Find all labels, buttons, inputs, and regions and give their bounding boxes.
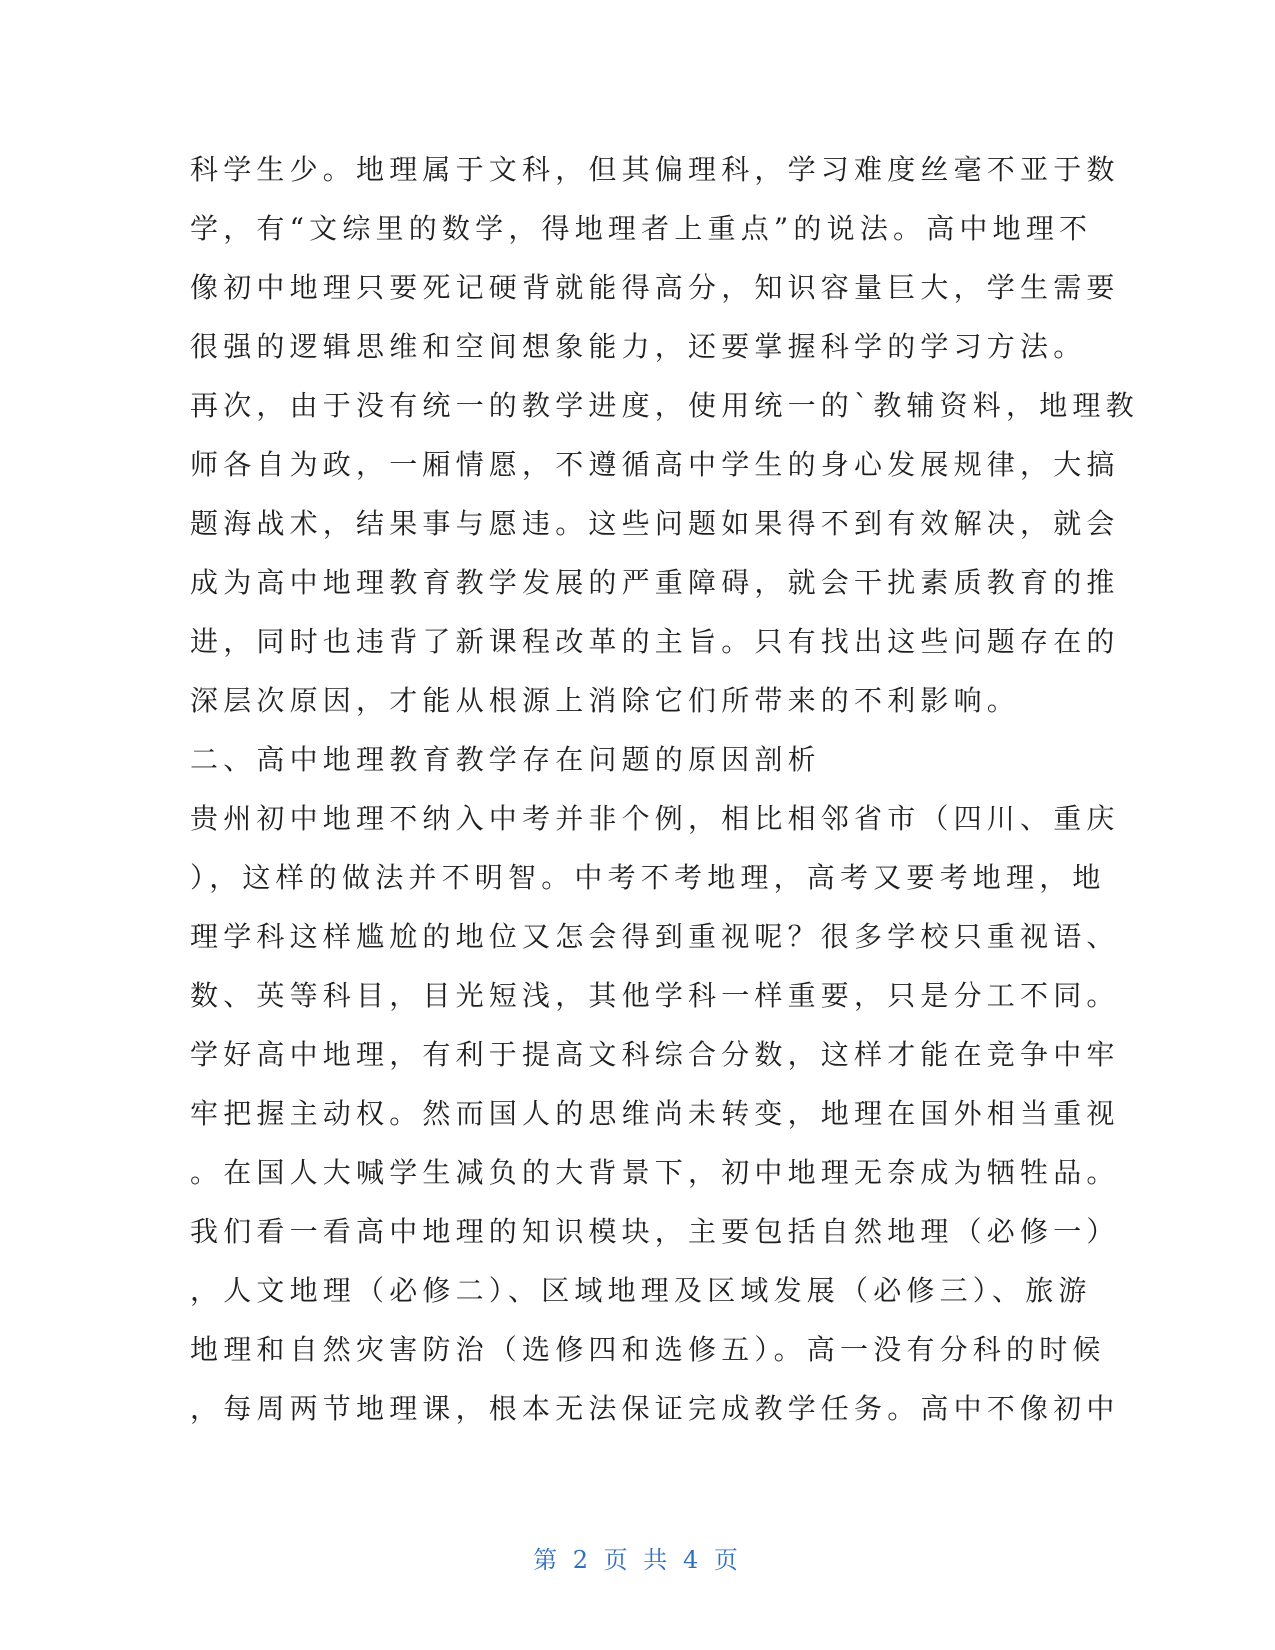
text-line: ，每周两节地理课，根本无法保证完成教学任务。高中不像初中 — [190, 1392, 1120, 1425]
text-line: 很强的逻辑思维和空间想象能力，还要掌握科学的学习方法。 — [190, 330, 1087, 363]
text-line: 学，有“文综里的数学，得地理者上重点”的说法。高中地理不 — [190, 212, 1093, 245]
text-line: 成为高中地理教育教学发展的严重障碍，就会干扰素质教育的推 — [190, 566, 1120, 599]
text-line: 进，同时也违背了新课程改革的主旨。只有找出这些问题存在的 — [190, 625, 1120, 658]
section-heading: 二、高中地理教育教学存在问题的原因剖析 — [190, 743, 821, 776]
text-line: 理学科这样尴尬的地位又怎会得到重视呢？很多学校只重视语、 — [190, 920, 1120, 953]
text-line: ），这样的做法并不明智。中考不考地理，高考又要考地理，地 — [190, 861, 1106, 894]
text-line: 再次，由于没有统一的教学进度，使用统一的`教辅资料，地理教 — [190, 389, 1139, 422]
text-line: 深层次原因，才能从根源上消除它们所带来的不利影响。 — [190, 684, 1021, 717]
text-line: 像初中地理只要死记硬背就能得高分，知识容量巨大，学生需要 — [190, 271, 1120, 304]
text-line: 我们看一看高中地理的知识模块，主要包括自然地理（必修一） — [190, 1215, 1120, 1248]
text-line: 牢把握主动权。然而国人的思维尚未转变，地理在国外相当重视 — [190, 1097, 1120, 1130]
text-line: 师各自为政，一厢情愿，不遵循高中学生的身心发展规律，大搞 — [190, 448, 1120, 481]
text-line: 数、英等科目，目光短浅，其他学科一样重要，只是分工不同。 — [190, 979, 1120, 1012]
text-line: 贵州初中地理不纳入中考并非个例，相比相邻省市（四川、重庆 — [190, 802, 1120, 835]
document-body — [190, 140, 1139, 1438]
text-line: 科学生少。地理属于文科，但其偏理科，学习难度丝毫不亚于数 — [190, 153, 1120, 186]
text-line: 题海战术，结果事与愿违。这些问题如果得不到有效解决，就会 — [190, 507, 1120, 540]
text-line: 学好高中地理，有利于提高文科综合分数，这样才能在竞争中牢 — [190, 1038, 1120, 1071]
page-footer — [0, 1540, 1275, 1575]
text-line: 地理和自然灾害防治（选修四和选修五）。高一没有分科的时候 — [190, 1333, 1106, 1366]
page-number: 第 2 页 共 4 页 — [533, 1546, 742, 1574]
text-line: 。在国人大喊学生减负的大背景下，初中地理无奈成为牺牲品。 — [190, 1156, 1120, 1189]
text-line: ，人文地理（必修二）、区域地理及区域发展（必修三）、旅游 — [190, 1274, 1092, 1307]
